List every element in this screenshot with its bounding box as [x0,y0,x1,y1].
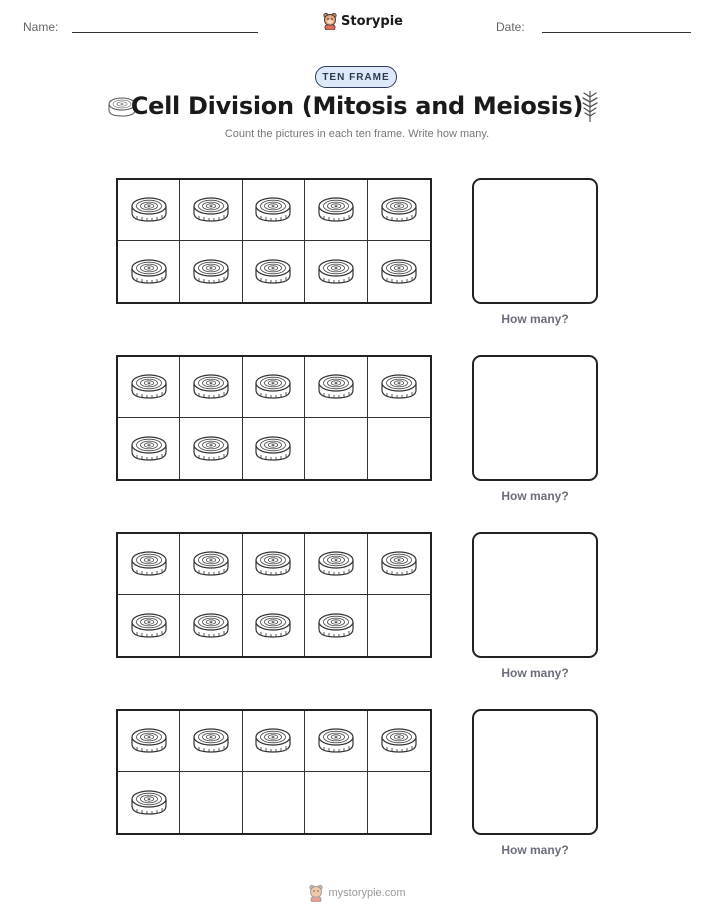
frame-cell [305,241,367,302]
how-many-label-4: How many? [501,843,569,857]
frame-cell [180,534,242,595]
footer-url: mystorypie.com [328,887,406,899]
name-label: Name: [23,20,59,34]
answer-box-4[interactable] [472,709,598,835]
wood-slice-icon [129,256,169,288]
answer-box-2[interactable] [472,355,598,481]
wood-slice-icon [253,610,293,642]
frame-cell [118,711,180,772]
wood-slice-icon [253,725,293,757]
frame-cell [305,711,367,772]
wood-slice-icon [253,371,293,403]
wood-slice-icon [191,371,231,403]
ten-frame-2 [116,355,432,481]
frame-cell [243,534,305,595]
wood-slice-icon [253,548,293,580]
date-line[interactable] [542,32,691,33]
frame-cell [118,418,180,479]
frame-cell [243,357,305,418]
how-many-label-2: How many? [501,489,569,503]
wood-slice-icon [191,548,231,580]
frame-cell [118,772,180,833]
wood-slice-icon [191,256,231,288]
frame-cell [368,772,430,833]
wood-slice-icon [129,610,169,642]
wood-slice-icon [379,371,419,403]
frame-cell [243,418,305,479]
frame-cell [118,241,180,302]
frame-cell [118,357,180,418]
leaf-sprig-icon [579,89,601,123]
wood-slice-icon [129,194,169,226]
ten-frame-4 [116,709,432,835]
frame-cell [305,772,367,833]
frame-cell [118,595,180,656]
frame-cell [368,711,430,772]
wood-slice-icon [191,725,231,757]
frame-cell [368,357,430,418]
ten-frame-3 [116,532,432,658]
frame-cell [368,534,430,595]
wood-slice-icon [129,725,169,757]
wood-slice-icon [316,725,356,757]
wood-slice-icon [316,610,356,642]
wood-slice-icon [129,371,169,403]
frame-cell [243,772,305,833]
wood-slice-icon [316,194,356,226]
wood-slice-icon [253,433,293,465]
ten-frame-1 [116,178,432,304]
wood-slice-icon [191,433,231,465]
wood-slice-icon [379,725,419,757]
brand-logo [322,12,403,30]
frame-cell [243,180,305,241]
frame-cell [305,534,367,595]
frame-cell [305,418,367,479]
frame-cell [368,418,430,479]
frame-cell [305,180,367,241]
frame-cell [118,534,180,595]
frame-cell [368,180,430,241]
frame-cell [180,180,242,241]
wood-slice-icon [253,256,293,288]
frame-cell [243,711,305,772]
instructions: Count the pictures in each ten frame. Write how many. [224,128,490,140]
frame-cell [243,241,305,302]
wood-slice-icon [379,548,419,580]
frame-cell [180,357,242,418]
wood-slice-icon [191,194,231,226]
brand-name: Storypie [341,13,403,29]
wood-slice-icon [316,371,356,403]
wood-slice-icon [253,194,293,226]
name-line[interactable] [72,32,258,33]
frame-cell [118,180,180,241]
frame-cell [305,357,367,418]
answer-box-3[interactable] [472,532,598,658]
wood-slice-icon [191,610,231,642]
how-many-label-3: How many? [501,666,569,680]
mascot-icon [308,884,324,902]
frame-cell [180,418,242,479]
worksheet-type-badge: TEN FRAME [315,66,397,88]
frame-cell [180,595,242,656]
frame-cell [305,595,367,656]
wood-slice-icon [379,256,419,288]
frame-cell [180,241,242,302]
wood-slice-icon [316,256,356,288]
wood-slice-icon [129,433,169,465]
frame-cell [180,772,242,833]
frame-cell [180,711,242,772]
wood-slice-icon [129,787,169,819]
page-title: Cell Division (Mitosis and Meiosis) [130,92,584,120]
how-many-label-1: How many? [501,312,569,326]
frame-cell [368,241,430,302]
frame-cell [368,595,430,656]
wood-slice-icon [316,548,356,580]
wood-slice-icon [129,548,169,580]
footer [0,884,714,902]
frame-cell [243,595,305,656]
mascot-icon [322,12,338,30]
wood-slice-icon [379,194,419,226]
answer-box-1[interactable] [472,178,598,304]
date-label: Date: [496,20,525,34]
